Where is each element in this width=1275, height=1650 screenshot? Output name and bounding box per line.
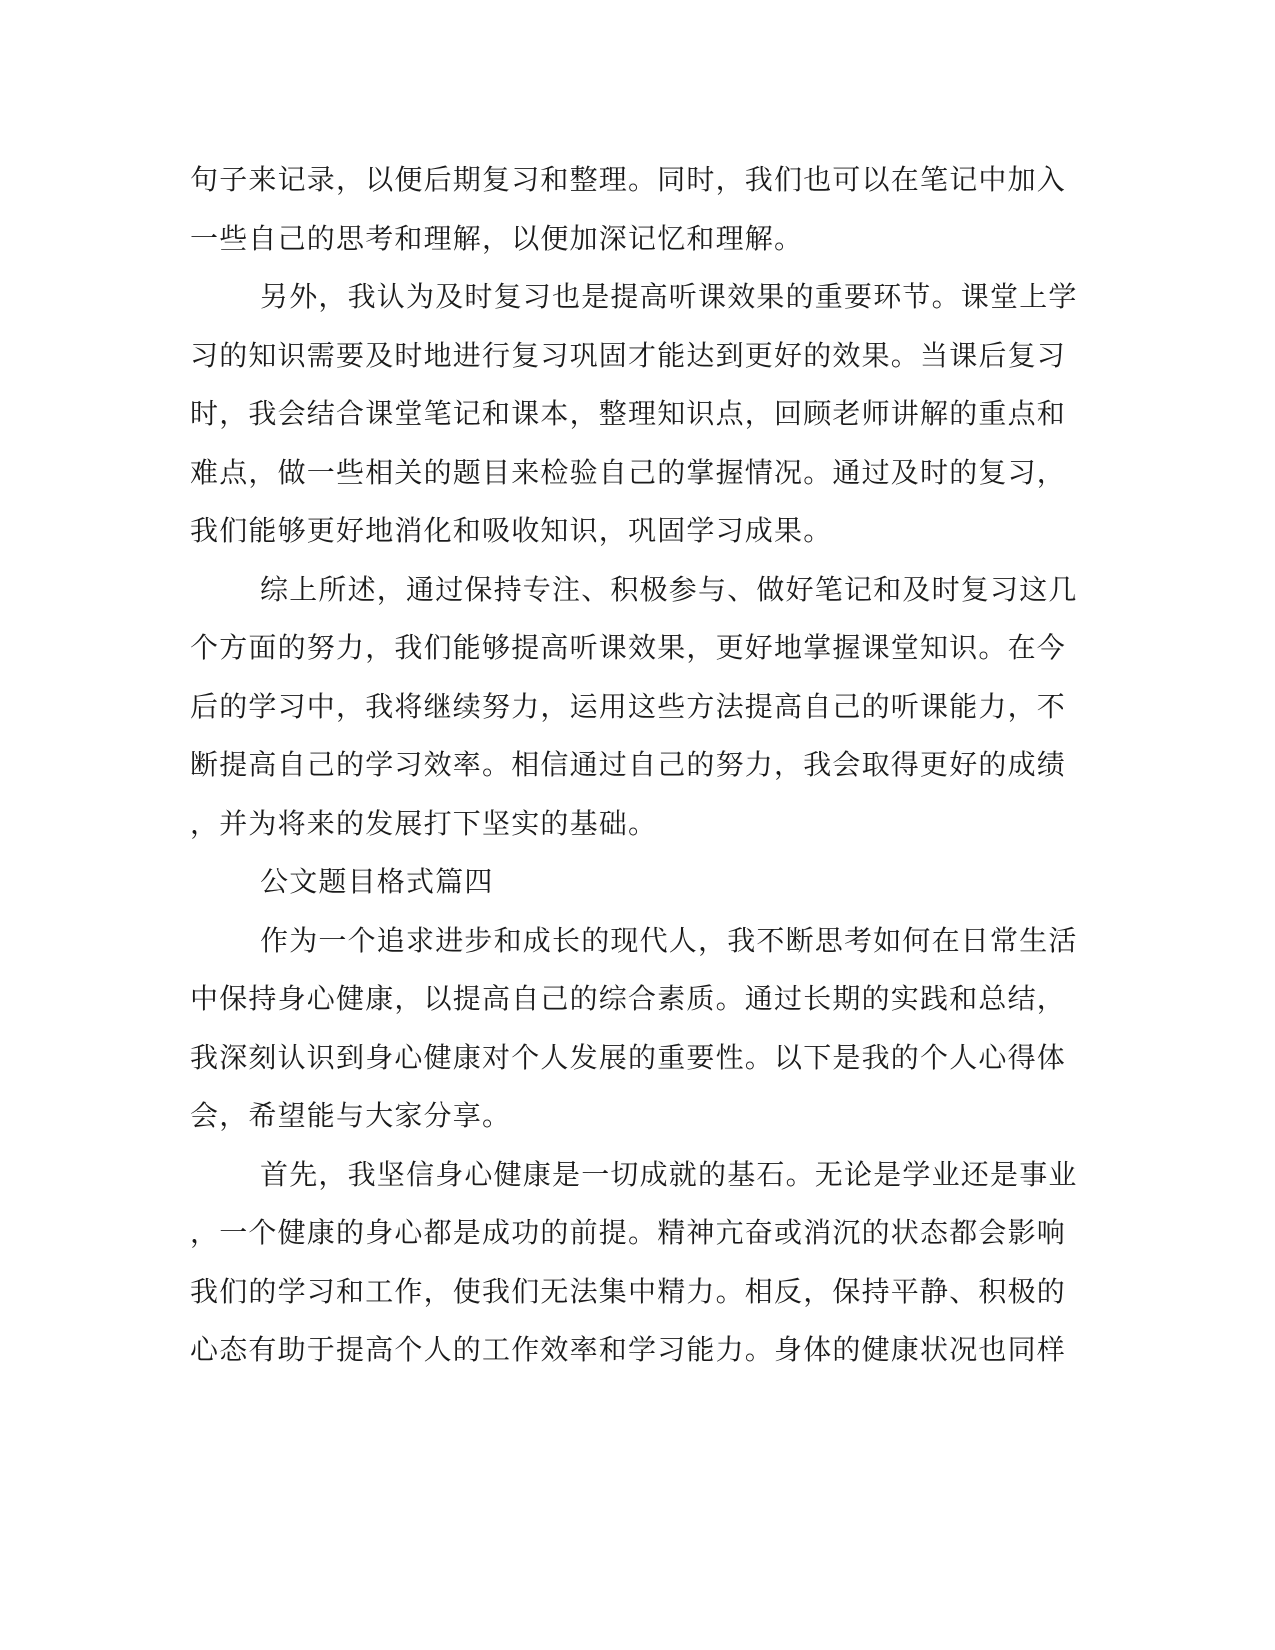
paragraph-line: 句子来记录，以便后期复习和整理。同时，我们也可以在笔记中加入 xyxy=(190,163,1067,196)
paragraph-first-line: 首先，我坚信身心健康是一切成就的基石。无论是学业还是事业 xyxy=(260,1158,1078,1191)
paragraph-line: ，并为将来的发展打下坚实的基础。 xyxy=(190,807,658,840)
paragraph-line: 我们的学习和工作，使我们无法集中精力。相反，保持平静、积极的 xyxy=(190,1275,1067,1308)
paragraph-first-line: 另外，我认为及时复习也是提高听课效果的重要环节。课堂上学 xyxy=(260,280,1078,313)
paragraph-line: ，一个健康的身心都是成功的前提。精神亢奋或消沉的状态都会影响 xyxy=(190,1216,1067,1249)
paragraph-line: 我深刻认识到身心健康对个人发展的重要性。以下是我的个人心得体 xyxy=(190,1041,1067,1074)
paragraph-line: 断提高自己的学习效率。相信通过自己的努力，我会取得更好的成绩 xyxy=(190,748,1067,781)
paragraph-line: 中保持身心健康，以提高自己的综合素质。通过长期的实践和总结， xyxy=(190,982,1067,1015)
section-heading: 公文题目格式篇四 xyxy=(260,865,494,898)
paragraph-line: 时，我会结合课堂笔记和课本，整理知识点，回顾老师讲解的重点和 xyxy=(190,397,1067,430)
paragraph-first-line: 作为一个追求进步和成长的现代人，我不断思考如何在日常生活 xyxy=(260,924,1078,957)
paragraph-line: 后的学习中，我将继续努力，运用这些方法提高自己的听课能力，不 xyxy=(190,690,1067,723)
paragraph-line: 会，希望能与大家分享。 xyxy=(190,1099,512,1132)
paragraph-line: 心态有助于提高个人的工作效率和学习能力。身体的健康状况也同样 xyxy=(190,1333,1067,1366)
paragraph-line: 个方面的努力，我们能够提高听课效果，更好地掌握课堂知识。在今 xyxy=(190,631,1067,664)
paragraph-line: 一些自己的思考和理解，以便加深记忆和理解。 xyxy=(190,222,804,255)
paragraph-line: 难点，做一些相关的题目来检验自己的掌握情况。通过及时的复习， xyxy=(190,456,1067,489)
paragraph-line: 习的知识需要及时地进行复习巩固才能达到更好的效果。当课后复习 xyxy=(190,339,1067,372)
paragraph-line: 我们能够更好地消化和吸收知识，巩固学习成果。 xyxy=(190,514,833,547)
paragraph-first-line: 综上所述，通过保持专注、积极参与、做好笔记和及时复习这几 xyxy=(260,573,1078,606)
